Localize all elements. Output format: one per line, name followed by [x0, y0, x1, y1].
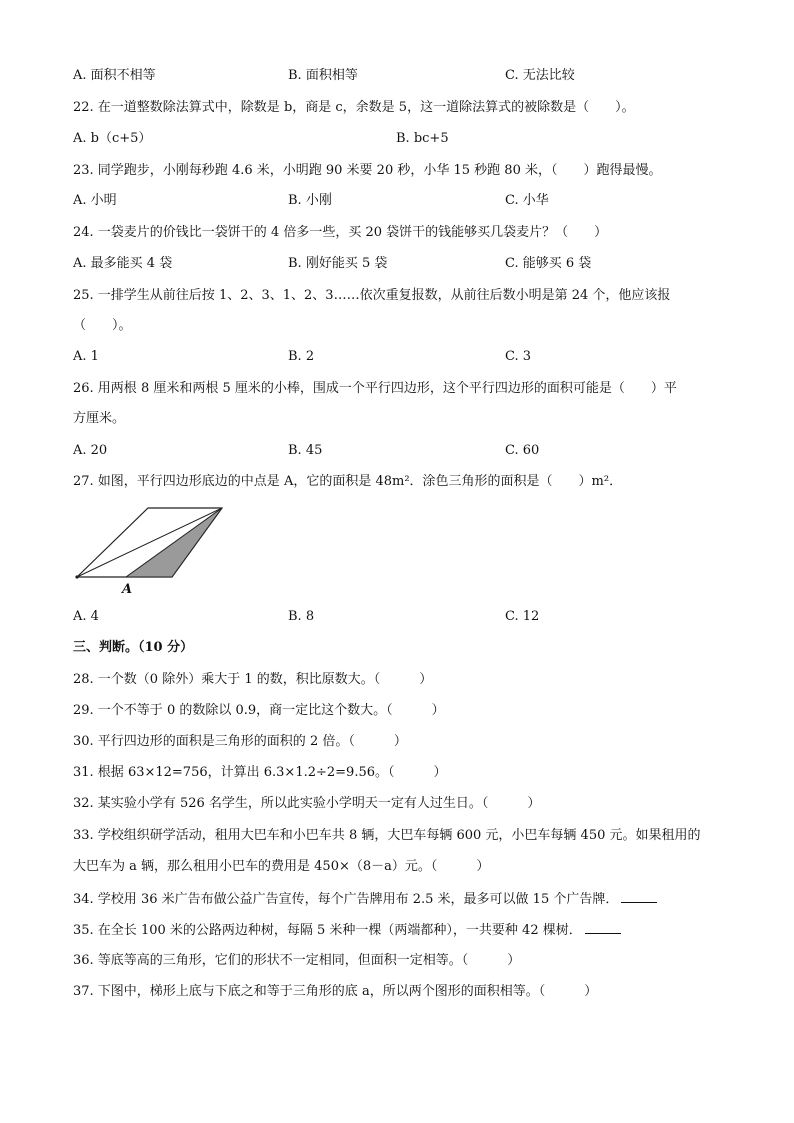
- q34: 34. 学校用 36 米广告布做公益广告宣传，每个广告牌用布 2.5 米，最多可以做 15 个广告牌．: [73, 892, 619, 907]
- q22-option-a: A. b（c+5）: [73, 131, 152, 146]
- q26-option-b: B. 45: [288, 443, 323, 458]
- q29: 29. 一个不等于 0 的数除以 0.9，商一定比这个数大。（ ）: [73, 703, 445, 718]
- q27-option-a: A. 4: [73, 609, 99, 624]
- q33-stem-line2: 大巴车为 a 辆，那么租用小巴车的费用是 450×（8－a）元。（ ）: [73, 859, 490, 874]
- q21-option-a: A. 面积不相等: [73, 68, 156, 83]
- q25-option-b: B. 2: [288, 349, 315, 364]
- q34-row: [73, 890, 657, 909]
- q23-option-b: B. 小刚: [288, 193, 332, 208]
- q21-option-b: B. 面积相等: [288, 68, 358, 83]
- q26-stem-line1: 26. 用两根 8 厘米和两根 5 厘米的小棒，围成一个平行四边形，这个平行四边形的面积可能是（ ）平: [73, 381, 677, 396]
- q32: 32. 某实验小学有 526 名学生，所以此实验小学明天一定有人过生日。（ ）: [73, 796, 541, 811]
- q36: 36. 等底等高的三角形，它们的形状不一定相同，但面积一定相等。（ ）: [73, 953, 521, 968]
- q26-option-a: A. 20: [73, 443, 108, 458]
- q25-stem-line1: 25. 一排学生从前往后按 1、2、3、1、2、3……依次重复报数，从前往后数小明是第 24 个，他应该报: [73, 288, 671, 303]
- q26-stem-line2: 方厘米。: [73, 411, 126, 426]
- q27-option-c: C. 12: [505, 609, 540, 624]
- q23-stem: 23. 同学跑步，小刚每秒跑 4.6 米，小明跑 90 米要 20 秒，小华 15 秒跑 80 米，（ ）跑得最慢。: [73, 163, 662, 178]
- q24-option-a: A. 最多能买 4 袋: [73, 256, 173, 271]
- q27-stem: 27. 如图，平行四边形底边的中点是 A，它的面积是 48m²．涂色三角形的面积是（ ）m²．: [73, 474, 623, 489]
- q25-stem-line2: （ ）。: [73, 318, 132, 333]
- q35-row: [73, 921, 621, 940]
- q35: 35. 在全长 100 米的公路两边种树，每隔 5 米种一棵（两端都种），一共要种 42 棵树．: [73, 923, 582, 938]
- q34-answer-blank[interactable]: [621, 890, 657, 903]
- q23-option-c: C. 小华: [505, 193, 549, 208]
- q27-option-b: B. 8: [288, 609, 315, 624]
- q22-stem: 22. 在一道整数除法算式中，除数是 b，商是 c，余数是 5，这一道除法算式的被除数是（ ）。: [73, 100, 635, 115]
- q35-answer-blank[interactable]: [585, 921, 621, 934]
- q31: 31. 根据 63×12=756，计算出 6.3×1.2÷2=9.56。（ ）: [73, 765, 447, 780]
- vertex-dot: [75, 575, 78, 578]
- q33-stem-line1: 33. 学校组织研学活动，租用大巴车和小巴车共 8 辆，大巴车每辆 600 元，小巴车每辆 450 元。如果租用的: [73, 828, 701, 843]
- q22-option-b: B. bc+5: [396, 131, 449, 146]
- q25-option-a: A. 1: [73, 349, 99, 364]
- q28: 28. 一个数（0 除外）乘大于 1 的数，积比原数大。（ ）: [73, 672, 433, 687]
- q30: 30. 平行四边形的面积是三角形的面积的 2 倍。（ ）: [73, 734, 407, 749]
- q25-option-c: C. 3: [505, 349, 532, 364]
- q24-option-b: B. 刚好能买 5 袋: [288, 256, 388, 271]
- midpoint-label-a: A: [122, 582, 133, 597]
- q21-option-c: C. 无法比较: [505, 68, 575, 83]
- q26-option-c: C. 60: [505, 443, 540, 458]
- q24-option-c: C. 能够买 6 袋: [505, 256, 592, 271]
- q37: 37. 下图中，梯形上底与下底之和等于三角形的底 a，所以两个图形的面积相等。（ ）: [73, 984, 598, 999]
- q24-stem: 24. 一袋麦片的价钱比一袋饼干的 4 倍多一些，买 20 袋饼干的钱能够买几袋麦片？（ ）: [73, 225, 608, 240]
- parallelogram-figure: [70, 500, 240, 600]
- shaded-triangle: [126, 508, 222, 577]
- q23-option-a: A. 小明: [73, 193, 117, 208]
- section-heading-judge: 三、判断。（10 分）: [73, 640, 194, 655]
